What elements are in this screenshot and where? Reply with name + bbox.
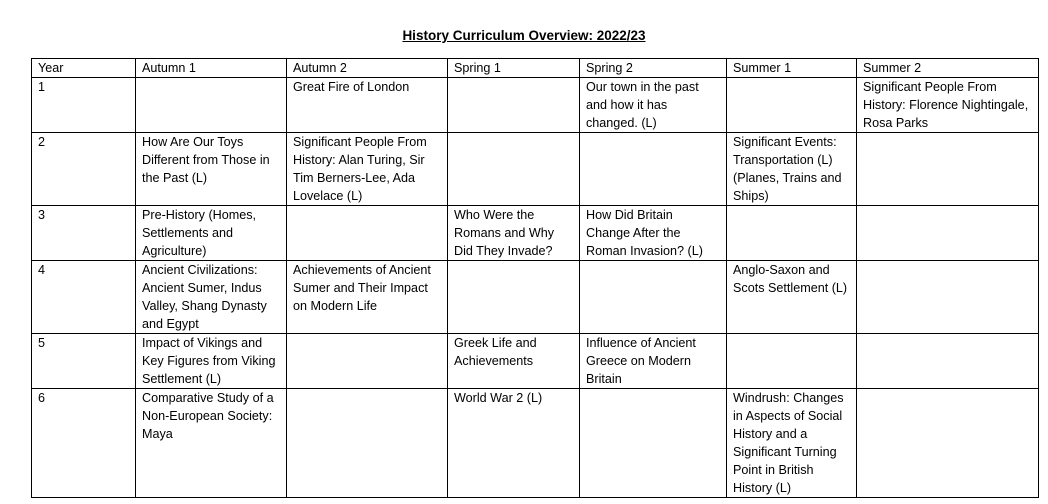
topic-cell: Our town in the past and how it has changed. (L) <box>580 78 727 133</box>
topic-cell <box>727 78 857 133</box>
topic-cell: Windrush: Changes in Aspects of Social History and a Significant Turning Point in British History (L) <box>727 389 857 498</box>
topic-cell: Significant People From History: Florence Nightingale, Rosa Parks <box>857 78 1039 133</box>
topic-cell: How Are Our Toys Different from Those in the Past (L) <box>136 133 287 206</box>
table-row <box>32 133 1039 206</box>
topic-cell <box>136 78 287 133</box>
topic-cell: Significant People From History: Alan Turing, Sir Tim Berners-Lee, Ada Lovelace (L) <box>287 133 448 206</box>
header-spring-2: Spring 2 <box>580 59 727 78</box>
header-summer-2: Summer 2 <box>857 59 1039 78</box>
topic-cell: Greek Life and Achievements <box>448 334 580 389</box>
topic-cell <box>287 334 448 389</box>
topic-cell <box>857 206 1039 261</box>
curriculum-table <box>31 58 1039 498</box>
topic-cell: Great Fire of London <box>287 78 448 133</box>
table-row <box>32 389 1039 498</box>
year-cell: 3 <box>32 206 136 261</box>
topic-cell <box>857 133 1039 206</box>
topic-cell <box>727 334 857 389</box>
header-year: Year <box>32 59 136 78</box>
topic-cell: Impact of Vikings and Key Figures from Viking Settlement (L) <box>136 334 287 389</box>
header-row <box>32 59 1039 78</box>
topic-cell <box>727 206 857 261</box>
topic-cell <box>580 133 727 206</box>
year-cell: 1 <box>32 78 136 133</box>
topic-cell: Comparative Study of a Non-European Society: Maya <box>136 389 287 498</box>
topic-cell <box>580 261 727 334</box>
topic-cell: Achievements of Ancient Sumer and Their Impact on Modern Life <box>287 261 448 334</box>
topic-cell <box>857 261 1039 334</box>
topic-cell: Anglo-Saxon and Scots Settlement (L) <box>727 261 857 334</box>
year-cell: 2 <box>32 133 136 206</box>
topic-cell: World War 2 (L) <box>448 389 580 498</box>
topic-cell: How Did Britain Change After the Roman Invasion? (L) <box>580 206 727 261</box>
header-autumn-1: Autumn 1 <box>136 59 287 78</box>
table-row <box>32 78 1039 133</box>
document-title: History Curriculum Overview: 2022/23 <box>402 28 646 43</box>
table-row <box>32 206 1039 261</box>
topic-cell <box>857 389 1039 498</box>
table-row <box>32 334 1039 389</box>
header-summer-1: Summer 1 <box>727 59 857 78</box>
year-cell: 6 <box>32 389 136 498</box>
topic-cell <box>448 261 580 334</box>
year-cell: 4 <box>32 261 136 334</box>
topic-cell: Significant Events: Transportation (L) (Planes, Trains and Ships) <box>727 133 857 206</box>
table-row <box>32 261 1039 334</box>
topic-cell: Who Were the Romans and Why Did They Invade? <box>448 206 580 261</box>
topic-cell <box>287 389 448 498</box>
topic-cell <box>448 133 580 206</box>
header-autumn-2: Autumn 2 <box>287 59 448 78</box>
topic-cell: Influence of Ancient Greece on Modern Britain <box>580 334 727 389</box>
topic-cell <box>287 206 448 261</box>
header-spring-1: Spring 1 <box>448 59 580 78</box>
year-cell: 5 <box>32 334 136 389</box>
topic-cell <box>580 389 727 498</box>
topic-cell: Pre-History (Homes, Settlements and Agriculture) <box>136 206 287 261</box>
topic-cell: Ancient Civilizations: Ancient Sumer, Indus Valley, Shang Dynasty and Egypt <box>136 261 287 334</box>
topic-cell <box>857 334 1039 389</box>
topic-cell <box>448 78 580 133</box>
